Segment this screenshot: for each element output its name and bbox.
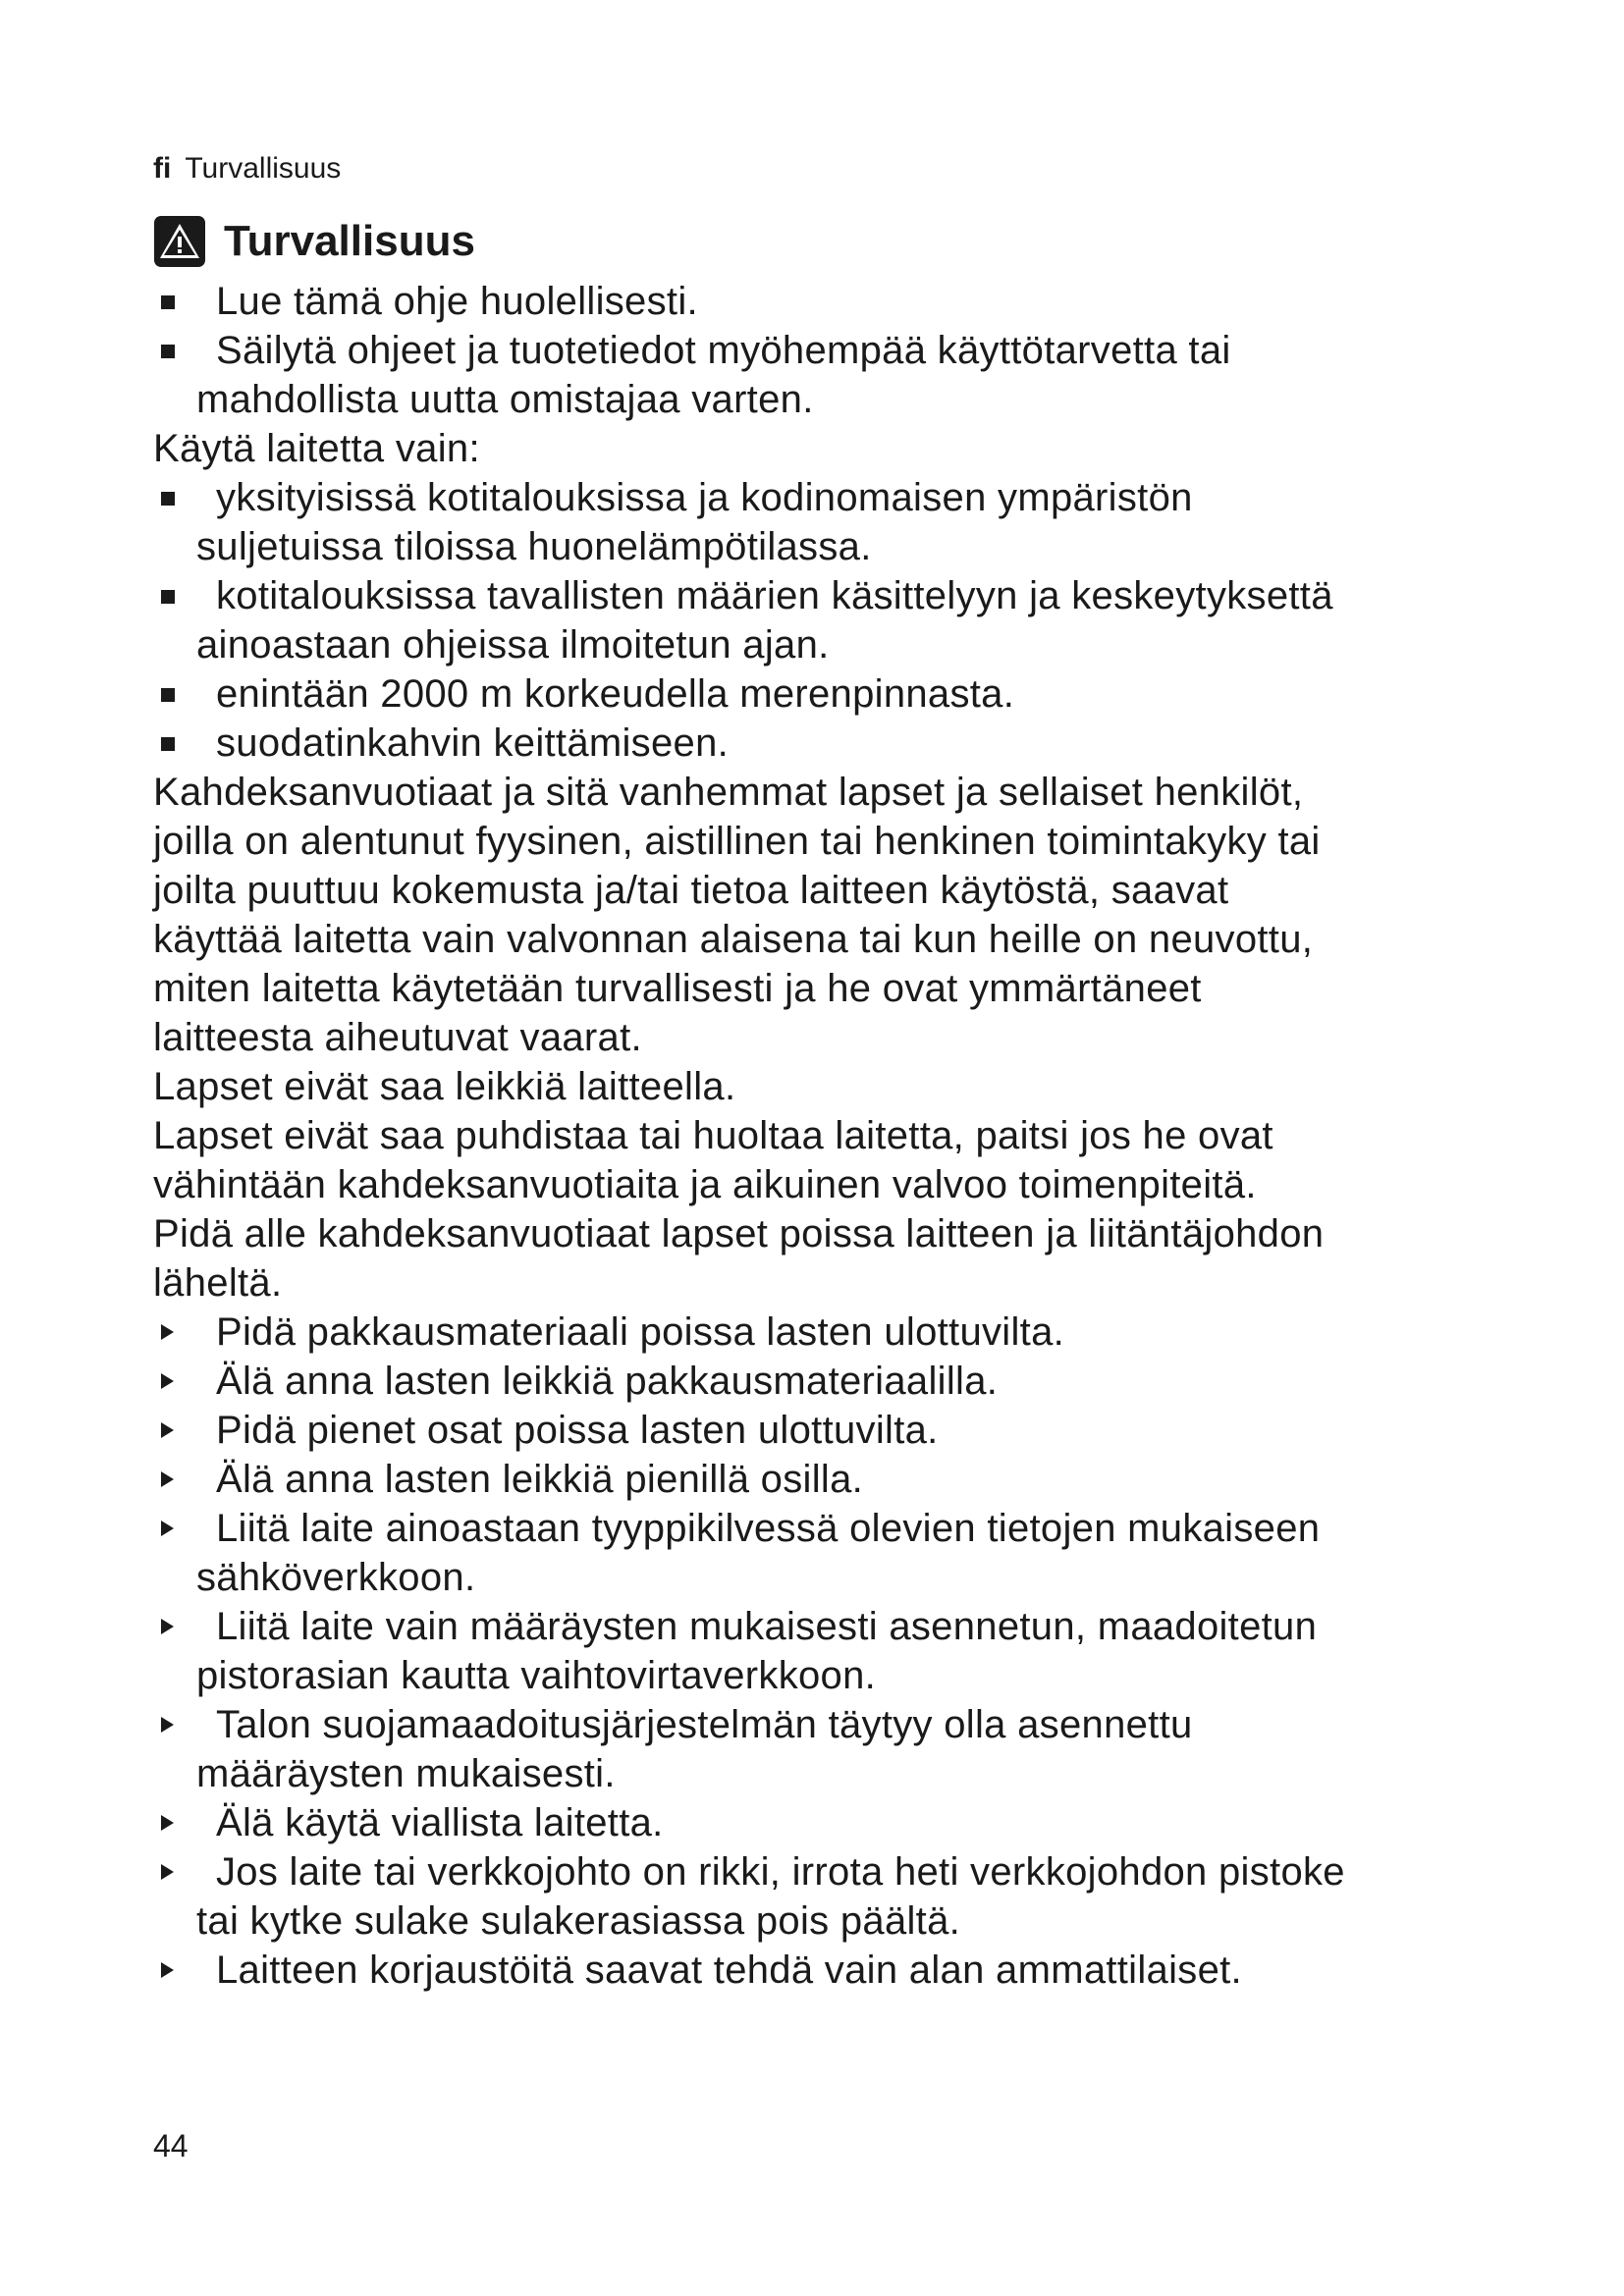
line-text: Kahdeksanvuotiaat ja sitä vanhemmat lapset ja sellaiset henkilöt, (153, 771, 1304, 814)
paragraph-line (153, 1160, 1528, 1209)
list-item-continuation (153, 1749, 1528, 1798)
header-section: Turvallisuus (185, 152, 342, 185)
square-bullet-icon (153, 719, 196, 768)
square-bullet-icon (153, 571, 196, 620)
triangle-arrow-icon (153, 1504, 196, 1553)
list-item (153, 1406, 1528, 1455)
warning-triangle-icon (153, 215, 206, 268)
list-item (153, 669, 1528, 719)
language-code: fi (153, 152, 172, 185)
line-text: kotitalouksissa tavallisten määrien käsittelyyn ja keskeytyksettä (216, 574, 1333, 617)
line-text: Pidä alle kahdeksanvuotiaat lapset poissa laitteen ja liitäntäjohdon (153, 1212, 1325, 1255)
list-item-continuation (153, 522, 1528, 571)
line-text: Liitä laite vain määräysten mukaisesti asennetun, maadoitetun (216, 1605, 1318, 1648)
paragraph-line (153, 866, 1528, 915)
line-text: pistorasian kautta vaihtovirtaverkkoon. (196, 1654, 877, 1697)
square-bullet-icon (153, 326, 196, 375)
triangle-arrow-icon (153, 1847, 196, 1896)
running-header (153, 149, 341, 188)
triangle-arrow-icon (153, 1308, 196, 1357)
line-text: Lapset eivät saa puhdistaa tai huoltaa laitetta, paitsi jos he ovat (153, 1114, 1273, 1157)
list-item (153, 719, 1528, 768)
list-item-continuation (153, 1553, 1528, 1602)
line-text: Lapset eivät saa leikkiä laitteella. (153, 1065, 736, 1108)
triangle-arrow-icon (153, 1602, 196, 1651)
list-item (153, 1847, 1528, 1896)
line-text: Säilytä ohjeet ja tuotetiedot myöhempää käyttötarvetta tai (216, 329, 1231, 372)
safety-text (153, 277, 1528, 1995)
list-item (153, 1798, 1528, 1847)
paragraph-line (153, 1111, 1528, 1160)
line-text: Lue tämä ohje huolellisesti. (216, 280, 698, 323)
line-text: läheltä. (153, 1261, 283, 1305)
list-item (153, 1504, 1528, 1553)
square-bullet-icon (153, 277, 196, 326)
list-item (153, 1700, 1528, 1749)
page-title: Turvallisuus (224, 217, 475, 265)
triangle-arrow-icon (153, 1700, 196, 1749)
list-item-continuation (153, 375, 1528, 424)
paragraph-line (153, 1258, 1528, 1308)
line-text: ainoastaan ohjeissa ilmoitetun ajan. (196, 623, 830, 667)
paragraph-line (153, 1062, 1528, 1111)
line-text: suljetuissa tiloissa huonelämpötilassa. (196, 525, 872, 568)
list-item (153, 571, 1528, 620)
list-item (153, 473, 1528, 522)
list-item (153, 1455, 1528, 1504)
page-number: 44 (153, 2128, 189, 2163)
line-text: yksityisissä kotitalouksissa ja kodinomaisen ympäristön (216, 476, 1193, 519)
list-item (153, 1308, 1528, 1357)
line-text: Liitä laite ainoastaan tyyppikilvessä olevien tietojen mukaiseen (216, 1507, 1321, 1550)
list-item (153, 1946, 1528, 1995)
list-item (153, 326, 1528, 375)
section-heading (153, 214, 475, 269)
square-bullet-icon (153, 669, 196, 719)
line-text: Älä anna lasten leikkiä pakkausmateriaalilla. (216, 1360, 999, 1403)
paragraph-line (153, 424, 1528, 473)
line-text: Jos laite tai verkkojohto on rikki, irrota heti verkkojohdon pistoke (216, 1850, 1345, 1894)
line-text: vähintään kahdeksanvuotiaita ja aikuinen valvoo toimenpiteitä. (153, 1163, 1257, 1206)
triangle-arrow-icon (153, 1946, 196, 1995)
line-text: Älä anna lasten leikkiä pienillä osilla. (216, 1458, 864, 1501)
list-item (153, 1602, 1528, 1651)
line-text: mahdollista uutta omistajaa varten. (196, 378, 814, 421)
line-text: suodatinkahvin keittämiseen. (216, 721, 730, 765)
line-text: Käytä laitetta vain: (153, 427, 480, 470)
paragraph-line (153, 964, 1528, 1013)
line-text: Pidä pakkausmateriaali poissa lasten ulottuvilta. (216, 1310, 1065, 1354)
line-text: joilla on alentunut fyysinen, aistillinen tai henkinen toimintakyky tai (153, 820, 1321, 863)
line-text: määräysten mukaisesti. (196, 1752, 616, 1795)
line-text: Pidä pienet osat poissa lasten ulottuvilta. (216, 1409, 939, 1452)
list-item-continuation (153, 1651, 1528, 1700)
line-text: tai kytke sulake sulakerasiassa pois päältä. (196, 1899, 961, 1943)
paragraph-line (153, 1209, 1528, 1258)
paragraph-line (153, 817, 1528, 866)
square-bullet-icon (153, 473, 196, 522)
paragraph-line (153, 768, 1528, 817)
triangle-arrow-icon (153, 1455, 196, 1504)
list-item (153, 1357, 1528, 1406)
paragraph-line (153, 915, 1528, 964)
line-text: miten laitetta käytetään turvallisesti ja he ovat ymmärtäneet (153, 967, 1202, 1010)
triangle-arrow-icon (153, 1406, 196, 1455)
list-item-continuation (153, 620, 1528, 669)
line-text: Talon suojamaadoitusjärjestelmän täytyy olla asennettu (216, 1703, 1193, 1746)
triangle-arrow-icon (153, 1357, 196, 1406)
line-text: sähköverkkoon. (196, 1556, 476, 1599)
line-text: käyttää laitetta vain valvonnan alaisena tai kun heille on neuvottu, (153, 918, 1314, 961)
paragraph-line (153, 1013, 1528, 1062)
triangle-arrow-icon (153, 1798, 196, 1847)
line-text: enintään 2000 m korkeudella merenpinnasta. (216, 672, 1015, 716)
line-text: Laitteen korjaustöitä saavat tehdä vain alan ammattilaiset. (216, 1949, 1242, 1992)
line-text: Älä käytä viallista laitetta. (216, 1801, 664, 1844)
list-item-continuation (153, 1896, 1528, 1946)
list-item (153, 277, 1528, 326)
line-text: laitteesta aiheutuvat vaarat. (153, 1016, 642, 1059)
line-text: joilta puuttuu kokemusta ja/tai tietoa laitteen käytöstä, saavat (153, 869, 1229, 912)
